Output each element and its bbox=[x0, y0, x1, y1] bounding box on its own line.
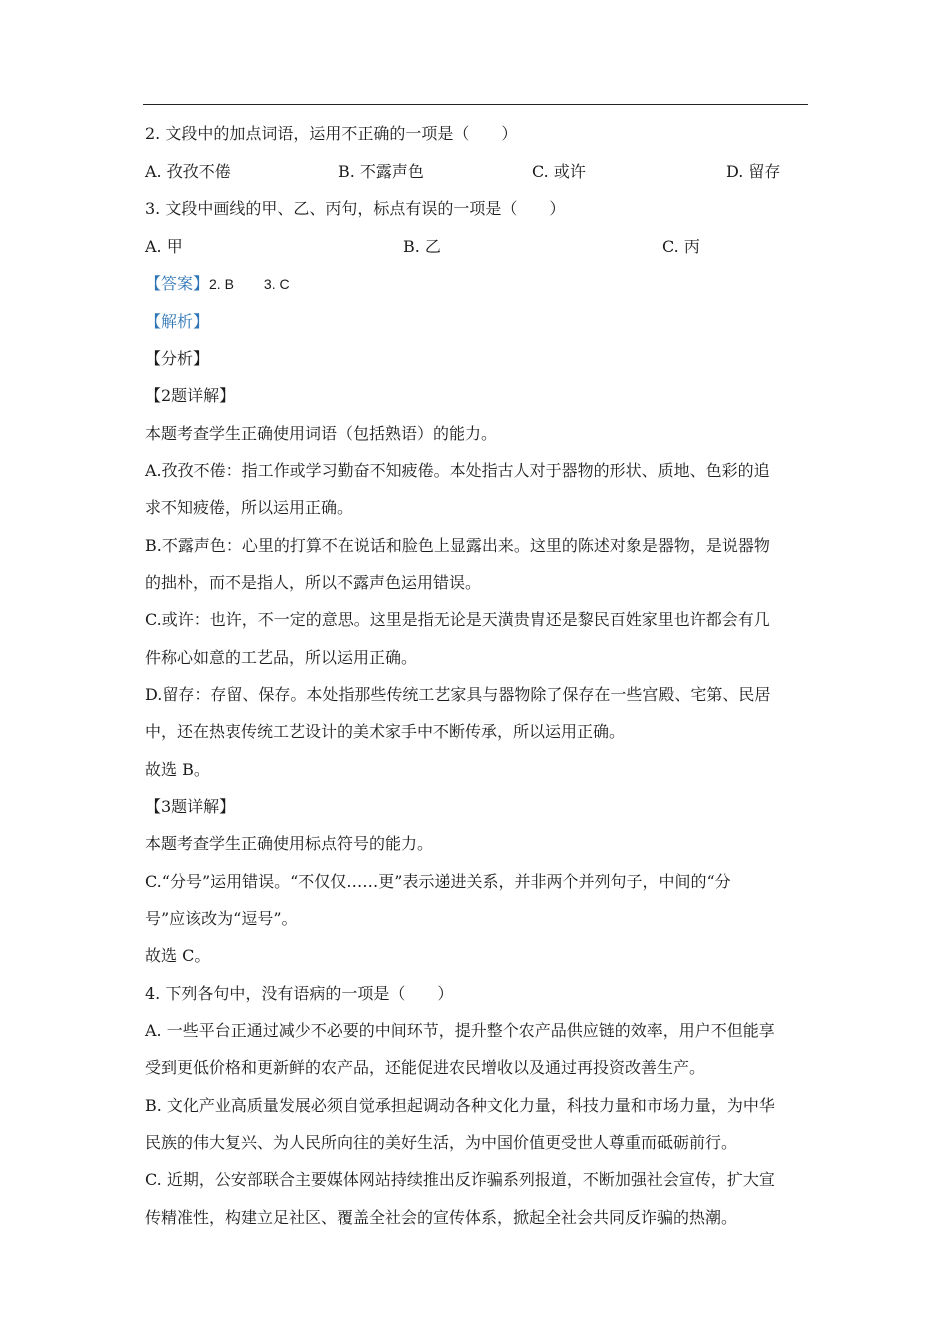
answer-q3: 3. C bbox=[263, 276, 290, 292]
detail2-line: A.孜孜不倦：指工作或学习勤奋不知疲倦。本处指古人对于器物的形状、质地、色彩的追 bbox=[145, 461, 770, 480]
detail3-line: 本题考查学生正确使用标点符号的能力。 bbox=[145, 834, 434, 853]
detail2-title: 【2题详解】 bbox=[145, 386, 236, 405]
detail2-line: 本题考查学生正确使用词语（包括熟语）的能力。 bbox=[145, 424, 498, 443]
detail2-line: B.不露声色：心里的打算不在说话和脸色上显露出来。这里的陈述对象是器物，是说器物 bbox=[145, 536, 770, 555]
q3-stem: 3. 文段中画线的甲、乙、丙句，标点有误的一项是（ ） bbox=[145, 199, 566, 218]
q4-option-line: 受到更低价格和更新鲜的农产品，还能促进农民增收以及通过再投资改善生产。 bbox=[145, 1058, 706, 1077]
q3-option-a: A. 甲 bbox=[145, 237, 183, 256]
q2-stem: 2. 文段中的加点词语，运用不正确的一项是（ ） bbox=[145, 124, 518, 143]
q2-option-c: C. 或许 bbox=[532, 162, 586, 181]
detail2-line: 件称心如意的工艺品，所以运用正确。 bbox=[145, 648, 418, 667]
analysis-label: 【解析】 bbox=[145, 312, 210, 331]
q4-option-line: B. 文化产业高质量发展必须自觉承担起调动各种文化力量，科技力量和市场力量，为中华 bbox=[145, 1096, 775, 1115]
detail2-conclusion: 故选 B。 bbox=[145, 760, 210, 779]
detail3-line: C.“分号”运用错误。“不仅仅……更”表示递进关系，并非两个并列句子，中间的“分 bbox=[145, 872, 731, 891]
q2-option-b: B. 不露声色 bbox=[338, 162, 424, 181]
q3-option-b: B. 乙 bbox=[403, 237, 441, 256]
detail3-line: 号”应该改为“逗号”。 bbox=[145, 909, 298, 928]
q4-option-line: C. 近期，公安部联合主要媒体网站持续推出反诈骗系列报道，不断加强社会宣传，扩大宣 bbox=[145, 1170, 775, 1189]
header-rule bbox=[143, 104, 808, 105]
detail2-line: C.或许：也许，不一定的意思。这里是指无论是天潢贵胄还是黎民百姓家里也许都会有几 bbox=[145, 610, 770, 629]
q3-option-c: C. 丙 bbox=[662, 237, 700, 256]
answer-line bbox=[145, 274, 290, 294]
q2-option-a: A. 孜孜不倦 bbox=[145, 162, 231, 181]
detail3-title: 【3题详解】 bbox=[145, 797, 236, 816]
q4-option-line: A. 一些平台正通过减少不必要的中间环节，提升整个农产品供应链的效率，用户不但能享 bbox=[145, 1021, 775, 1040]
q2-option-d: D. 留存 bbox=[726, 162, 781, 181]
fenxi-label: 【分析】 bbox=[145, 349, 210, 368]
detail2-line: 的拙朴，而不是指人，所以不露声色运用错误。 bbox=[145, 573, 482, 592]
detail3-conclusion: 故选 C。 bbox=[145, 946, 211, 965]
answer-label: 【答案】 bbox=[145, 274, 210, 293]
detail2-line: D.留存：存留、保存。本处指那些传统工艺家具与器物除了保存在一些宫殿、宅第、民居 bbox=[145, 685, 771, 704]
q4-option-line: 民族的伟大复兴、为人民所向往的美好生活，为中国价值更受世人尊重而砥砺前行。 bbox=[145, 1133, 738, 1152]
detail2-line: 中，还在热衷传统工艺设计的美术家手中不断传承，所以运用正确。 bbox=[145, 722, 626, 741]
detail2-line: 求不知疲倦，所以运用正确。 bbox=[145, 498, 354, 517]
q4-option-line: 传精准性，构建立足社区、覆盖全社会的宣传体系，掀起全社会共同反诈骗的热潮。 bbox=[145, 1208, 738, 1227]
q4-stem: 4. 下列各句中，没有语病的一项是（ ） bbox=[145, 984, 454, 1003]
answer-q2: 2. B bbox=[209, 276, 234, 292]
